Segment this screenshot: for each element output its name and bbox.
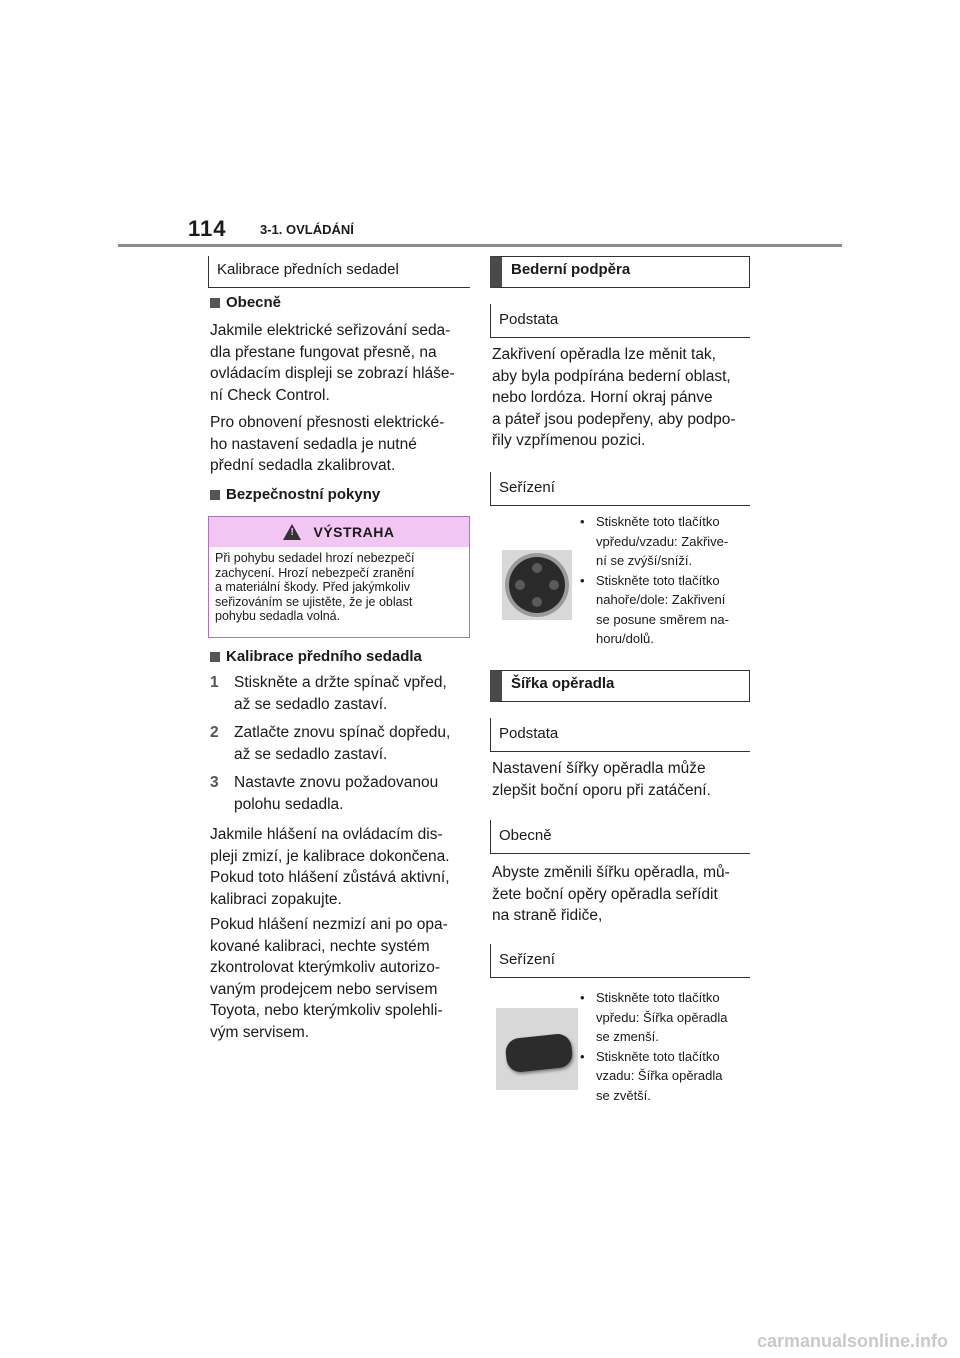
lumbar-paragraph: [492, 344, 752, 452]
general-heading: [210, 294, 281, 311]
general-paragraph-1: [210, 320, 472, 406]
header-rule: [118, 244, 842, 247]
text-line: pohybu sedadla volná.: [215, 609, 341, 623]
step-text: [234, 672, 474, 715]
text-line: zkontrolovat kterýmkoliv autorizo-: [210, 959, 440, 976]
text-line: Nastavte znovu požadovanou: [234, 774, 439, 791]
text-line: na straně řidiče,: [492, 907, 603, 924]
text-line: vzadu: Šířka opěradla: [596, 1068, 723, 1083]
text-line: se zmenší.: [596, 1029, 659, 1044]
text-line: Jakmile hlášení na ovládacím dis-: [210, 826, 443, 843]
lumbar-support-title: Bederní podpěra: [490, 256, 750, 288]
width-basis-title: Podstata: [490, 718, 750, 752]
text-line: • Stiskněte toto tlačítko: [596, 514, 720, 529]
text-line: zachycení. Hrozí nebezpečí zranění: [215, 565, 415, 580]
text-line: Zakřivení opěradla lze měnit tak,: [492, 346, 716, 363]
text-line: Pro obnovení přesnosti elektrické-: [210, 414, 445, 431]
calibration-box-title: Kalibrace předních sedadel: [208, 256, 470, 288]
text-line: Zatlačte znovu spínač dopředu,: [234, 724, 451, 741]
text-line: ovládacím displeji se zobrazí hláše-: [210, 365, 455, 382]
lumbar-joystick-image: [502, 550, 572, 620]
text-line: vým servisem.: [210, 1023, 310, 1041]
warning-box: [208, 516, 470, 638]
width-general-title: Obecně: [490, 820, 750, 854]
step-text: [234, 722, 474, 765]
square-bullet-icon: [210, 490, 220, 500]
text-line: až se sedadlo zastaví.: [234, 745, 388, 763]
warning-title: VÝSTRAHA: [313, 524, 395, 540]
text-line: zlepšit boční oporu při zatáčení.: [492, 781, 711, 799]
text-line: se posune směrem na-: [596, 611, 729, 627]
left-dot: [515, 580, 525, 590]
text-line: pleji zmizí, je kalibrace dokončena.: [210, 847, 450, 865]
lumbar-adjust-title: Seřízení: [490, 472, 750, 506]
text-line: řily vzpřímenou pozici.: [492, 432, 646, 449]
warning-header: [209, 517, 469, 547]
text-line: ní Check Control.: [210, 386, 330, 404]
text-line: kované kalibraci, nechte systém: [210, 937, 430, 955]
text-line: seřizováním se ujistěte, že je oblast: [215, 594, 413, 609]
page-number: 114: [188, 216, 227, 241]
text-line: Pokud hlášení nezmizí ani po opa-: [210, 916, 448, 933]
square-bullet-icon: [210, 298, 220, 308]
list-item: [578, 512, 750, 571]
square-bullet-icon: [210, 652, 220, 662]
text-line: polohu sedadla.: [234, 795, 344, 813]
lumbar-bullets: [578, 512, 750, 649]
text-line: nahoře/dole: Zakřivení: [596, 592, 726, 607]
calibration-heading-text: Kalibrace předního sedadla: [226, 648, 422, 665]
text-line: a materiální škody. Před jakýmkoliv: [215, 580, 410, 594]
text-line: Pokud toto hlášení zůstává aktivní,: [210, 869, 450, 886]
up-dot: [532, 563, 542, 573]
text-line: Stiskněte a držte spínač vpřed,: [234, 674, 447, 691]
general-heading-text: Obecně: [226, 294, 282, 311]
text-line: Abyste změnili šířku opěradla, mů-: [492, 864, 730, 881]
warning-triangle-icon: [283, 524, 301, 540]
page-header: [118, 216, 842, 246]
text-line: se zvětší.: [596, 1087, 651, 1103]
joystick-ring: [505, 553, 569, 617]
list-item: [578, 988, 750, 1047]
width-adjust-title: Seřízení: [490, 944, 750, 978]
text-line: vaným prodejcem nebo servisem: [210, 980, 438, 998]
footer-watermark: carmanualsonline.info: [756, 1331, 948, 1351]
step-number: 3: [210, 774, 219, 791]
result-paragraph-1: [210, 824, 472, 910]
step-number: 1: [210, 674, 219, 691]
text-line: aby byla podpírána bederní oblast,: [492, 367, 731, 385]
step-2: [210, 722, 472, 766]
list-item: [578, 571, 750, 649]
text-line: Jakmile elektrické seřizování seda-: [210, 322, 451, 339]
text-line: Při pohybu sedadel hrozí nebezpečí: [215, 551, 415, 565]
width-general-paragraph: [492, 862, 752, 927]
text-line: vpředu/vzadu: Zakřive-: [596, 533, 729, 549]
text-line: žete boční opěry opěradla seřídit: [492, 885, 718, 903]
text-line: ho nastavení sedadla je nutné: [210, 435, 417, 453]
step-3: [210, 772, 472, 816]
text-line: kalibraci zopakujte.: [210, 890, 342, 908]
text-line: horu/dolů.: [596, 631, 654, 646]
text-line: přední sedadla zkalibrovat.: [210, 457, 396, 474]
calibration-heading: [210, 648, 422, 665]
text-line: a páteř jsou podepřeny, aby podpo-: [492, 410, 736, 428]
step-text: [234, 772, 474, 815]
text-line: ní se zvýší/sníží.: [596, 553, 693, 568]
down-dot: [532, 597, 542, 607]
text-line: • Stiskněte toto tlačítko: [596, 572, 720, 588]
joystick-icon: [509, 557, 565, 613]
step-number: 2: [210, 724, 219, 741]
text-line: dla přestane fungovat přesně, na: [210, 343, 437, 361]
lumbar-basis-title: Podstata: [490, 304, 750, 338]
width-bullets: [578, 988, 750, 1105]
right-dot: [549, 580, 559, 590]
safety-heading: [210, 486, 380, 503]
text-line: • Stiskněte toto tlačítko: [596, 990, 720, 1005]
text-line: až se sedadlo zastaví.: [234, 695, 388, 713]
text-line: • Stiskněte toto tlačítko: [596, 1048, 720, 1064]
width-button-icon: [504, 1033, 573, 1074]
list-item: [578, 1047, 750, 1106]
result-paragraph-2: [210, 914, 472, 1043]
general-paragraph-2: [210, 412, 472, 477]
text-line: Nastavení šířky opěradla může: [492, 760, 706, 777]
safety-heading-text: Bezpečnostní pokyny: [226, 486, 381, 503]
warning-body: [209, 547, 469, 624]
width-button-image: [496, 1008, 578, 1090]
text-line: Toyota, nebo kterýmkoliv spolehli-: [210, 1002, 443, 1019]
section-label: 3-1. OVLÁDÁNÍ: [260, 222, 354, 237]
step-1: [210, 672, 472, 716]
text-line: nebo lordóza. Horní okraj pánve: [492, 389, 713, 406]
width-paragraph: [492, 758, 752, 801]
text-line: vpředu: Šířka opěradla: [596, 1009, 728, 1025]
backrest-width-title: Šířka opěradla: [490, 670, 750, 702]
